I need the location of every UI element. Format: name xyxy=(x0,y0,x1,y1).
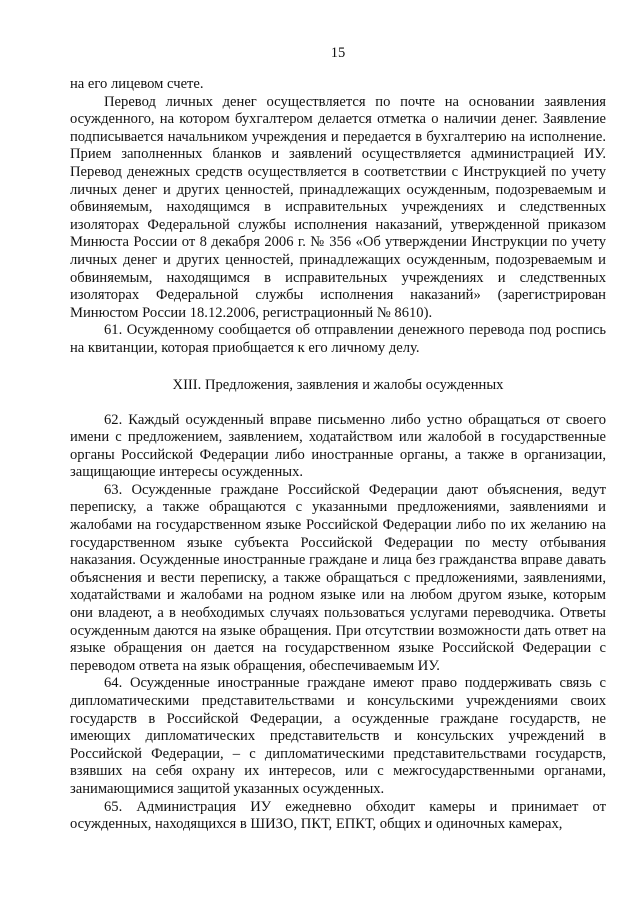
section-heading: XIII. Предложения, заявления и жалобы осужденных xyxy=(172,376,504,393)
paragraph-61: 61. Осужденному сообщается об отправлении денежного перевода под роспись на квитанции, которая приобщается к его личному делу. xyxy=(70,322,606,356)
page-number: 15 xyxy=(330,45,346,61)
paragraph-62: 62. Каждый осужденный вправе письменно либо устно обращаться от своего имени с предложением, заявлением, ходатайством или жалобой в государственные органы Российской Федерации либо иностранные органы, а также в организации, защищающие интересы осужденных. xyxy=(70,411,606,481)
paragraph-money-transfer: Перевод личных денег осуществляется по почте на основании заявления осужденного, на котором бухгалтером делается отметка о наличии денег. Заявление подписывается начальником учреждения и передается в бухгалтерию на исполнение. Прием заполненных бланков и заявлений осуществляется администрацией ИУ. Перевод денежных средств осуществляется в соответствии с Инструкцией по учету личных денег и других ценностей, принадлежащих осужденным, подозреваемым и обвиняемым, находящимся в исправительных учреждениях и следственных изоляторах Федеральной службы исполнения наказаний, утвержденной приказом Минюста России от 8 декабря 2006 г. № 356 «Об утверждении Инструкции по учету личных денег и других ценностей, принадлежащих осужденным, подозреваемым и обвиняемым, находящимся в исправительных учреждениях и следственных изоляторах Федеральной службы исполнения наказаний» (зарегистрирован Минюстом России 18.12.2006, регистрационный № 8610). xyxy=(70,93,606,321)
paragraph-65: 65. Администрация ИУ ежедневно обходит камеры и принимает от осужденных, находящихся в ШИЗО, ПКТ, ЕПКТ, общих и одиночных камерах, xyxy=(70,798,606,833)
paragraph-63: 63. Осужденные граждане Российской Федерации дают объяснения, ведут переписку, а также обращаются с указанными предложениями, заявлениями и жалобами на государственном языке Российской Федерации либо по их желанию на государственном языке субъекта Российской Федерации по месту отбывания наказания. Осужденные иностранные граждане и лица без гражданства вправе давать объяснения и вести переписку, а также обращаться с предложениями, заявлениями, ходатайствами и жалобами на родном языке или на любом другом языке, которым они владеют, а в необходимых случаях пользоваться услугами переводчика. Ответы осужденным даются на языке обращения. При отсутствии возможности дать ответ на языке обращения он дается на государственном языке Российской Федерации с переводом ответа на язык обращения, обеспечиваемым ИУ. xyxy=(70,481,606,674)
paragraph-continuation: на его лицевом счете. xyxy=(70,76,204,92)
paragraph-64: 64. Осужденные иностранные граждане имеют право поддерживать связь с дипломатическими представительствами и консульскими учреждениями своих государств в Российской Федерации, а осужденные граждане государств, не имеющих дипломатических представительств и консульских учреждений в Российской Федерации, – с дипломатическими представительствами государств, взявших на себя охрану их интересов, или с межгосударственными органами, занимающимися защитой указанных осужденных. xyxy=(70,675,606,797)
